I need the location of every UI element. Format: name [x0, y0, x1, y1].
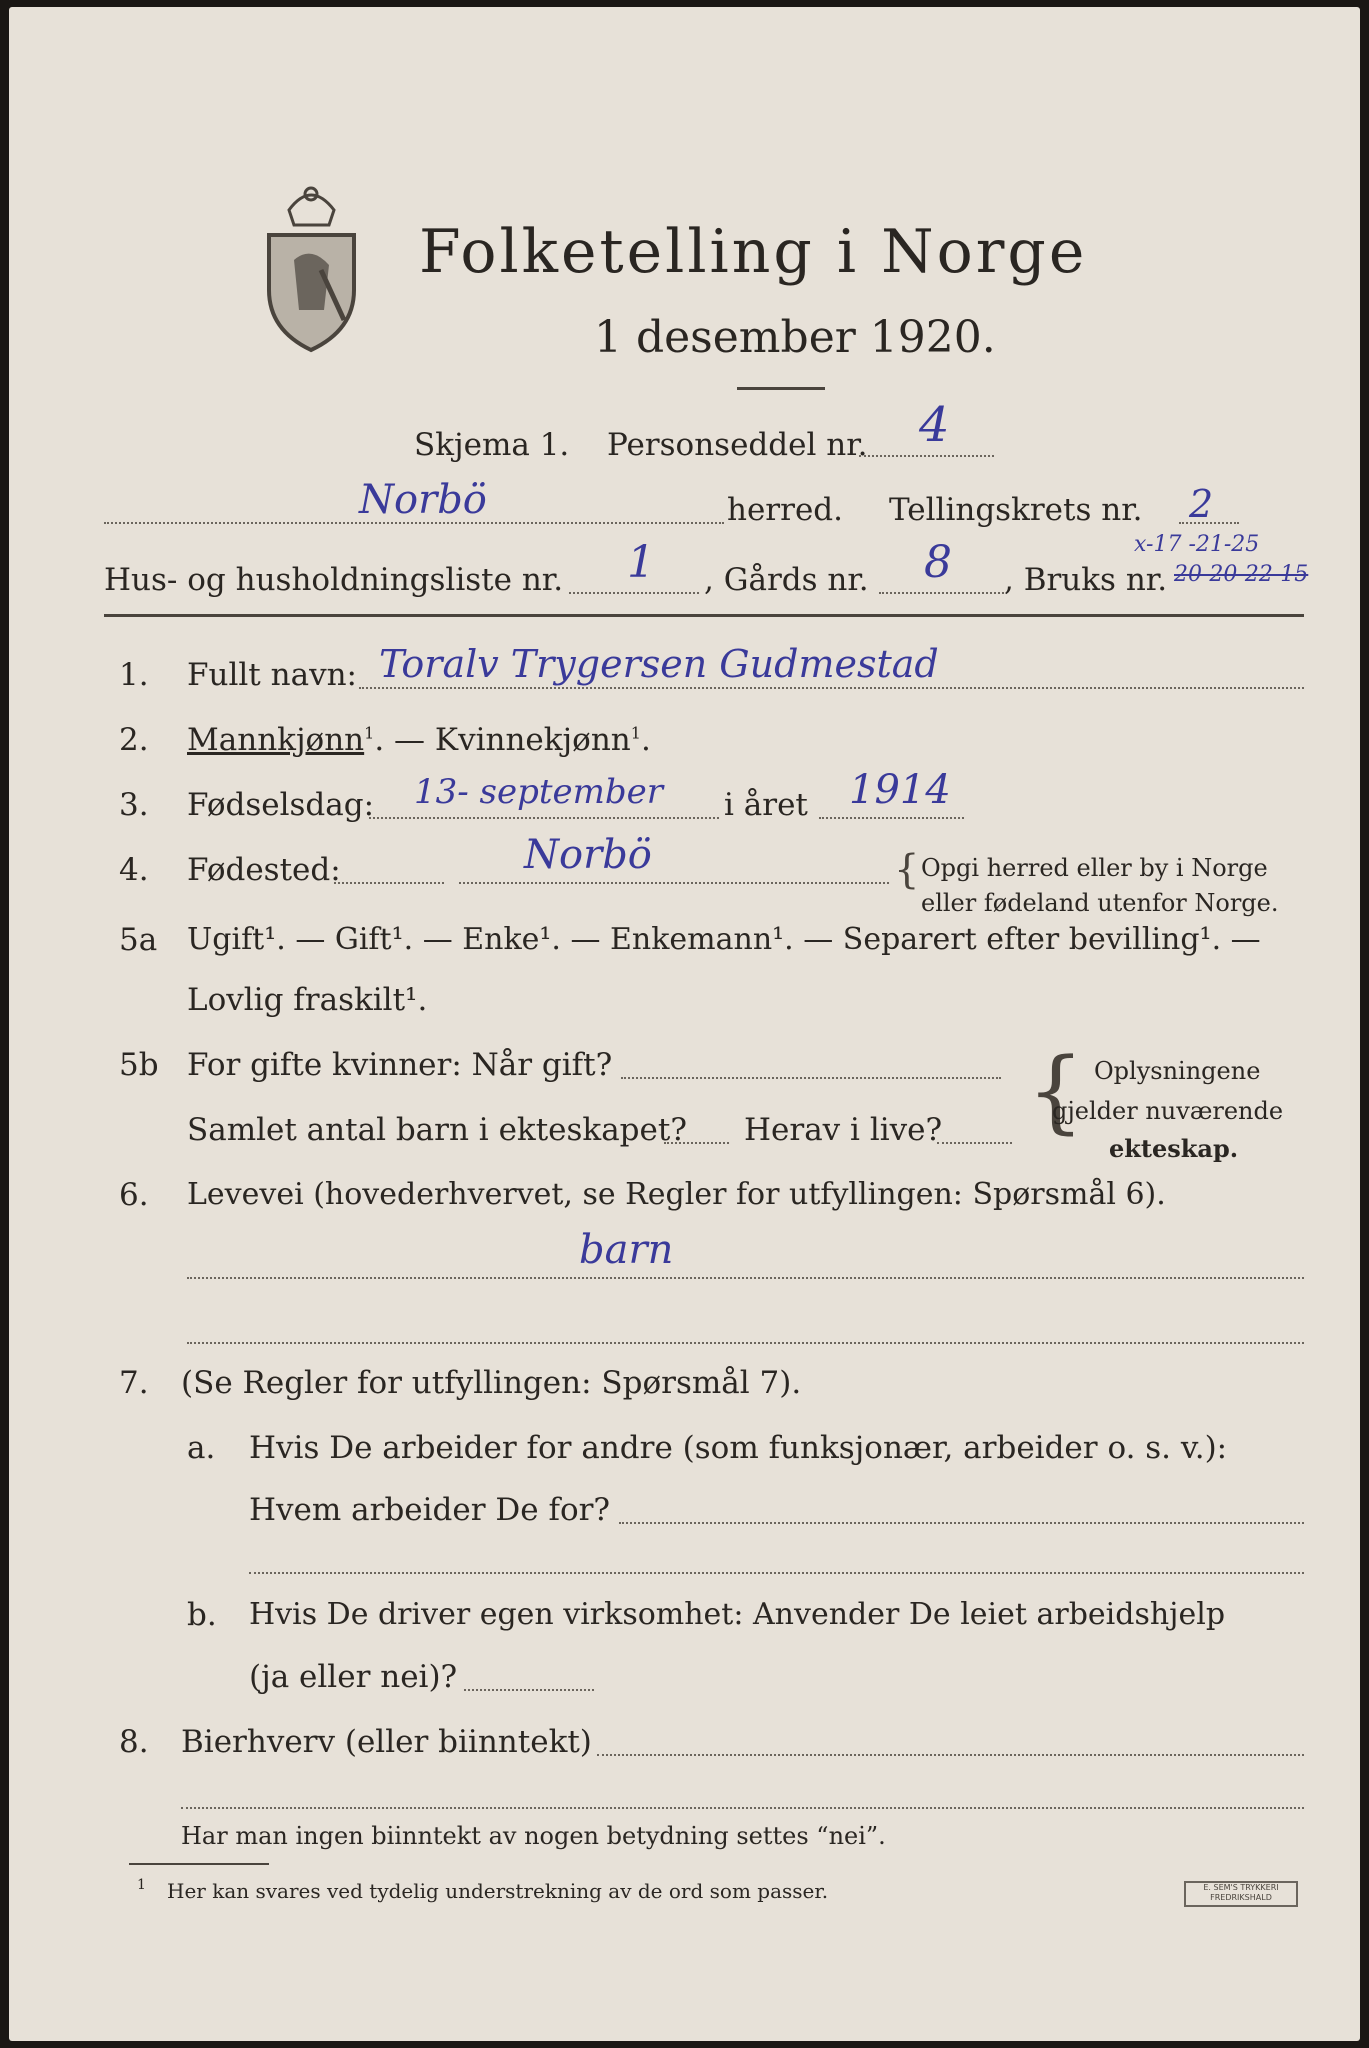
- gards-value[interactable]: 8: [924, 537, 952, 588]
- q7a-label-2: Hvem arbeider De for?: [249, 1492, 611, 1528]
- q4-note-brace: {: [894, 847, 920, 893]
- herred-value[interactable]: Norbö: [359, 477, 487, 523]
- q5b-field-line-2: [664, 1142, 729, 1144]
- q8-field-line: [597, 1754, 1304, 1756]
- q6-label: Levevei (hovederhvervet, se Regler for utfyllingen: Spørsmål 6).: [187, 1177, 1166, 1212]
- q1-number: 1.: [119, 657, 149, 693]
- q4-field-line-2: [459, 882, 889, 884]
- footnote-text: Her kan svares ved tydelig understrekning av de ord som passer.: [167, 1879, 829, 1903]
- q1-field-line: [359, 687, 1304, 689]
- q7-number: 7.: [119, 1365, 149, 1401]
- q2-male-option[interactable]: Mannkjønn: [187, 722, 365, 758]
- q7a-field-line: [619, 1522, 1304, 1524]
- q6-field-line: [187, 1277, 1304, 1279]
- q5b-label-2: Samlet antal barn i ekteskapet?: [187, 1112, 687, 1148]
- form-title: Folketelling i Norge: [419, 217, 1088, 287]
- q3-value[interactable]: 13- september: [414, 772, 664, 812]
- q3-year-label: i året: [724, 787, 808, 823]
- q7a-letter: a.: [187, 1430, 216, 1466]
- q7b-field-line: [464, 1689, 594, 1691]
- q4-note-line1: Opgi herred eller by i Norge: [921, 854, 1268, 882]
- q1-value[interactable]: Toralv Trygersen Gudmestad: [379, 642, 939, 686]
- printer-stamp-line2: FREDRIKSHALD: [1210, 1893, 1272, 1902]
- q3-field-line: [369, 817, 719, 819]
- q5b-note-line2: gjelder nuværende: [1052, 1097, 1284, 1125]
- q2-options: [187, 722, 651, 758]
- herred-label: herred.: [727, 492, 843, 528]
- q2-separator: . —: [374, 722, 435, 758]
- q4-value[interactable]: Norbö: [524, 832, 652, 878]
- q2-number: 2.: [119, 722, 149, 758]
- q2-female-option[interactable]: Kvinnekjønn: [434, 722, 631, 758]
- q6-field-line-2: [187, 1342, 1304, 1344]
- q3-year-field-line: [819, 817, 964, 819]
- q4-number: 4.: [119, 852, 149, 888]
- schema-label: Skjema 1.: [414, 427, 570, 463]
- q7b-label-2: (ja eller nei)?: [249, 1659, 458, 1695]
- footnote-marker: 1: [137, 1877, 146, 1893]
- q7b-letter: b.: [187, 1597, 217, 1633]
- bruks-value[interactable]: 20-20-22-15: [1174, 562, 1309, 587]
- q2-end: .: [640, 722, 651, 758]
- census-date: 1 desember 1920.: [594, 312, 996, 363]
- q5b-label: For gifte kvinner: Når gift?: [187, 1047, 613, 1083]
- bruks-extra-note: x-17 -21-25: [1134, 532, 1260, 557]
- hus-value[interactable]: 1: [627, 537, 655, 588]
- q5b-field-line: [621, 1077, 1001, 1079]
- q6-number: 6.: [119, 1177, 149, 1213]
- q4-label: Fødested:: [187, 852, 341, 888]
- printer-stamp-line1: E. SEM'S TRYKKERI: [1203, 1883, 1279, 1892]
- q8-number: 8.: [119, 1724, 149, 1760]
- q8-note: Har man ingen biinntekt av nogen betydning settes “nei”.: [181, 1822, 886, 1850]
- q7-label: (Se Regler for utfyllingen: Spørsmål 7).: [181, 1365, 802, 1401]
- q5b-field-line-3: [937, 1142, 1012, 1144]
- q8-label: Bierhverv (eller biinntekt): [181, 1724, 592, 1760]
- q1-label: Fullt navn:: [187, 657, 357, 693]
- printer-stamp: [1184, 1881, 1298, 1907]
- q5a-options-2[interactable]: Lovlig fraskilt¹.: [187, 982, 428, 1018]
- q2-footnote-ref: 1: [630, 723, 641, 743]
- q5b-note-line1: Oplysningene: [1094, 1057, 1261, 1085]
- q5b-note-line3: ekteskap.: [1109, 1134, 1239, 1163]
- q4-field-line: [334, 882, 444, 884]
- q7a-label: Hvis De arbeider for andre (som funksjonær, arbeider o. s. v.):: [249, 1430, 1228, 1466]
- q5b-label-3: Herav i live?: [744, 1112, 943, 1148]
- header-divider: [104, 614, 1304, 617]
- q5a-number: 5a: [119, 922, 158, 958]
- personseddel-value[interactable]: 4: [919, 397, 950, 453]
- personseddel-label: Personseddel nr.: [607, 427, 868, 463]
- q3-number: 3.: [119, 787, 149, 823]
- gards-label: , Gårds nr.: [704, 562, 869, 598]
- q5b-number: 5b: [119, 1047, 159, 1083]
- q4-note-line2: eller fødeland utenfor Norge.: [921, 889, 1279, 917]
- q8-field-line-2: [181, 1807, 1304, 1809]
- q5a-options[interactable]: Ugift¹. — Gift¹. — Enke¹. — Enkemann¹. — Separert efter bevilling¹. —: [187, 922, 1261, 957]
- q5b-note-brace: {: [1027, 1039, 1085, 1144]
- tellingskrets-value[interactable]: 2: [1189, 482, 1214, 526]
- hus-field-line: [569, 592, 699, 594]
- q2-footnote-ref: 1: [364, 723, 375, 743]
- norwegian-coat-of-arms-icon: [259, 180, 364, 355]
- q3-year-value[interactable]: 1914: [849, 767, 951, 813]
- title-divider: [737, 387, 825, 390]
- personseddel-field-line: [859, 455, 994, 457]
- gards-field-line: [879, 592, 1004, 594]
- q6-value[interactable]: barn: [579, 1227, 674, 1273]
- q7a-field-line-2: [249, 1572, 1304, 1574]
- bruks-label: , Bruks nr.: [1004, 562, 1168, 598]
- census-form-sheet: [9, 7, 1360, 2041]
- hus-label: Hus- og husholdningsliste nr.: [104, 562, 564, 598]
- footnote-divider: [129, 1863, 269, 1865]
- tellingskrets-label: Tellingskrets nr.: [889, 492, 1143, 528]
- q7b-label: Hvis De driver egen virksomhet: Anvender De leiet arbeidshjelp: [249, 1597, 1226, 1632]
- q3-label: Fødselsdag:: [187, 787, 375, 823]
